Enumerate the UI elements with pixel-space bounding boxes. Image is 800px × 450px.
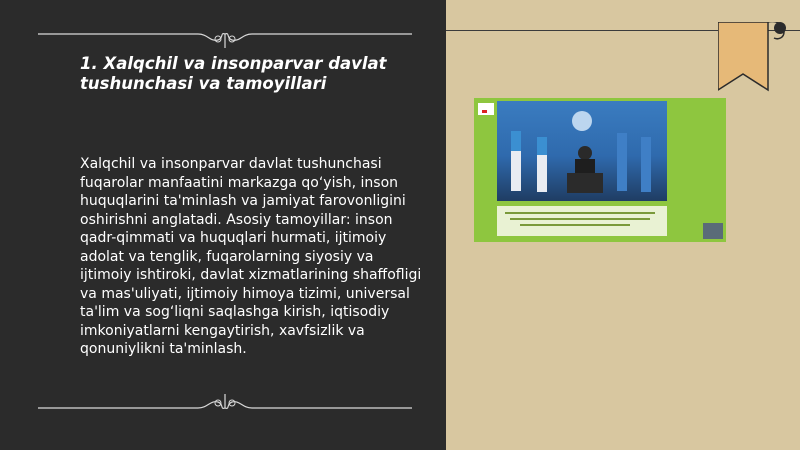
caption-line: [505, 212, 655, 214]
slide-body-text: Xalqchil va insonparvar davlat tushunchasi fuqarolar manfaatini markazga qo‘yish, inson huquqlarini ta'minlash va jamiyat farovonligini oshirishni anglatadi. Asosiy tamoyillar: inson qadr-qimmati va huquqlari hurmati, ijtimoiy adolat va tenglik, fuqarolarning siyosiy va ijtimoiy ishtiroki, davlat xizmatlarining shaffofligi va mas'uliyati, ijtimoiy himoya tizimi, universal ta'lim va sog‘liqni saqlashga kirish, iqtisodiy imkoniyatlarni kengaytirish, xavfsizlik va qonuniylikni ta'minlash.: [80, 156, 422, 357]
caption-line: [510, 218, 650, 220]
top-ornament-divider-icon: [38, 28, 412, 50]
photo-badge-dot: [482, 110, 487, 113]
slide-title: 1. Xalqchil va insonparvar davlat tushunchasi va tamoyillari: [80, 54, 387, 93]
photo-badge: [478, 103, 494, 115]
bottom-ornament-divider-icon: [38, 392, 412, 414]
slide-photo: [497, 101, 667, 201]
caption-line: [520, 224, 630, 226]
bookmark-ribbon-icon: [718, 22, 798, 102]
photo-thumbnail: [703, 223, 723, 239]
photo-caption-box: [497, 206, 667, 236]
photo-scene: [497, 101, 667, 201]
